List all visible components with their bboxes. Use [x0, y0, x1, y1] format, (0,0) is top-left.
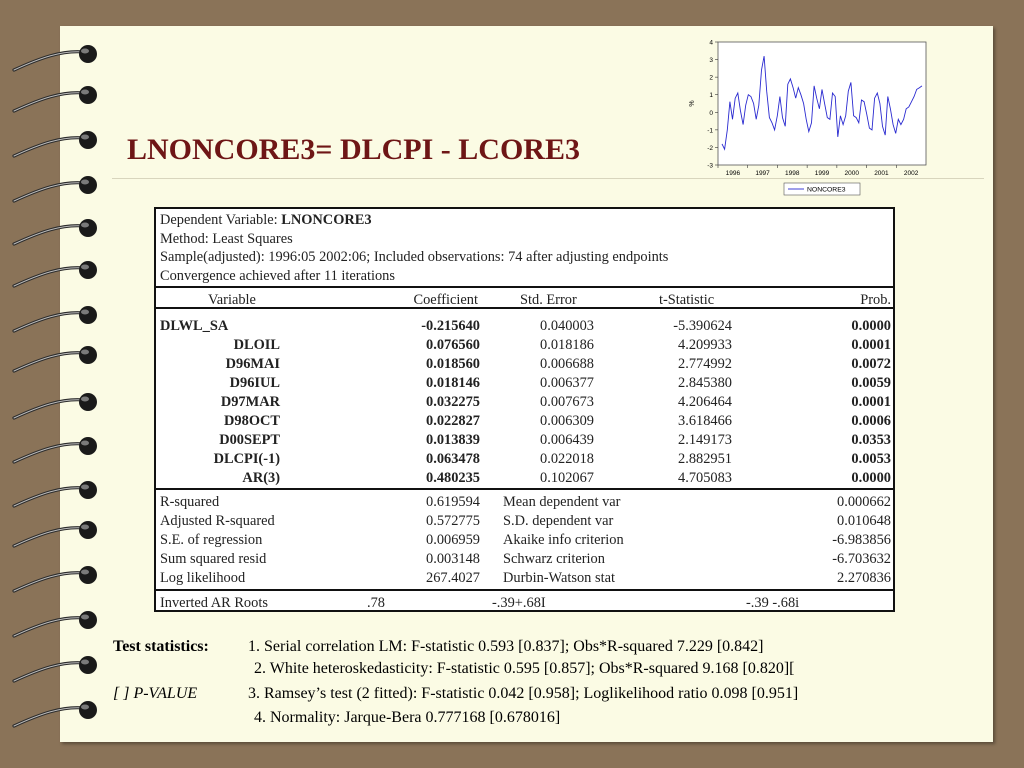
ar-roots-label: Inverted AR Roots — [160, 595, 268, 611]
std-error-value: 0.006377 — [540, 375, 594, 391]
binding-ring — [14, 45, 97, 70]
plot-frame — [718, 42, 926, 165]
std-error-value: 0.018186 — [540, 337, 594, 353]
stat-value: 0.619594 — [426, 494, 480, 510]
stat-label: Schwarz criterion — [503, 551, 605, 567]
stat-label: Akaike info criterion — [503, 532, 624, 548]
y-tick-label: -3 — [707, 162, 713, 170]
t-statistic-value: 4.209933 — [678, 337, 732, 353]
stat-value: 267.4027 — [426, 570, 480, 586]
t-statistic-value: 2.845380 — [678, 375, 732, 391]
variable-name: DLOIL — [233, 337, 280, 353]
binding-ring — [14, 306, 97, 331]
output-header-line: Convergence achieved after 11 iterations — [160, 267, 395, 284]
coefficient-value: 0.076560 — [426, 337, 480, 353]
stat-label: Log likelihood — [160, 570, 246, 586]
coefficient-value: 0.480235 — [426, 470, 480, 486]
binding-ring — [14, 261, 97, 286]
table-rule — [156, 488, 893, 490]
y-tick-label: 3 — [709, 57, 713, 65]
stat-label: Durbin-Watson stat — [503, 570, 615, 586]
y-tick-label: -1 — [707, 127, 713, 135]
test-item: 1. Serial correlation LM: F-statistic 0.593 [0.837]; Obs*R-squared 7.229 [0.842] — [248, 638, 764, 655]
stat-label: Sum squared resid — [160, 551, 267, 567]
coefficient-value: 0.013839 — [426, 432, 480, 448]
noncore3-line-chart — [680, 32, 940, 200]
stat-label: Adjusted R-squared — [160, 513, 275, 529]
coefficient-value: 0.018560 — [426, 356, 480, 372]
t-statistic-value: 4.206464 — [678, 394, 732, 410]
column-header: Variable — [208, 292, 256, 308]
binding-ring — [14, 219, 97, 244]
coefficient-value: 0.022827 — [426, 413, 480, 429]
prob-value: 0.0001 — [851, 394, 891, 410]
variable-name: D96IUL — [229, 375, 280, 391]
spiral-binding — [0, 0, 110, 768]
variable-name: D96MAI — [225, 356, 280, 372]
test-item: 3. Ramsey’s test (2 fitted): F-statistic 0.042 [0.958]; Loglikelihood ratio 0.098 [0.951] — [248, 685, 799, 702]
x-tick-label: 1999 — [814, 170, 830, 177]
test-statistics-label: Test statistics: — [113, 638, 209, 655]
prob-value: 0.0001 — [851, 337, 891, 353]
variable-name: D97MAR — [220, 394, 280, 410]
y-axis-label: % — [689, 100, 696, 107]
prob-value: 0.0353 — [851, 432, 891, 448]
std-error-value: 0.102067 — [540, 470, 594, 486]
y-tick-label: 1 — [709, 92, 713, 100]
prob-value: 0.0000 — [851, 470, 891, 486]
prob-value: 0.0006 — [851, 413, 891, 429]
prob-value: 0.0072 — [851, 356, 891, 372]
y-tick-label: -2 — [707, 144, 713, 152]
variable-name: D98OCT — [224, 413, 280, 429]
binding-ring — [14, 611, 97, 636]
output-header-line: Dependent Variable: LNONCORE3 — [160, 212, 372, 228]
coefficient-value: 0.018146 — [426, 375, 480, 391]
t-statistic-value: -5.390624 — [673, 318, 732, 334]
binding-ring — [14, 481, 97, 506]
binding-ring — [14, 437, 97, 462]
y-tick-label: 4 — [709, 39, 713, 47]
std-error-value: 0.006439 — [540, 432, 594, 448]
output-header — [160, 211, 668, 285]
t-statistic-value: 2.149173 — [678, 432, 732, 448]
binding-ring — [14, 566, 97, 591]
legend-label: NONCORE3 — [807, 186, 846, 194]
std-error-value: 0.022018 — [540, 451, 594, 467]
ar-root-value: -.39+.68I — [492, 595, 546, 611]
prob-value: 0.0059 — [851, 375, 891, 391]
prob-value: 0.0000 — [851, 318, 891, 334]
x-tick-label: 2002 — [903, 170, 919, 177]
coefficient-value: -0.215640 — [421, 318, 480, 334]
stat-label: S.D. dependent var — [503, 513, 614, 529]
t-statistic-value: 4.705083 — [678, 470, 732, 486]
x-tick-label: 2000 — [844, 170, 859, 177]
column-header: Coefficient — [413, 292, 478, 308]
p-value-label: [ ] P-VALUE — [113, 685, 198, 702]
std-error-value: 0.040003 — [540, 318, 594, 334]
output-header-line: Sample(adjusted): 1996:05 2002:06; Included observations: 74 after adjusting endpoints — [160, 249, 669, 265]
stat-value: 2.270836 — [837, 570, 891, 586]
y-tick-label: 0 — [709, 109, 713, 117]
test-item: 2. White heteroskedasticity: F-statistic 0.595 [0.857]; Obs*R-squared 9.168 [0.820][ — [254, 660, 795, 677]
binding-ring — [14, 393, 97, 418]
std-error-value: 0.006309 — [540, 413, 594, 429]
stat-value: 0.000662 — [837, 494, 891, 510]
binding-ring — [14, 176, 97, 201]
x-tick-label: 1998 — [785, 170, 800, 177]
column-header: Prob. — [860, 292, 891, 308]
binding-ring — [14, 86, 97, 111]
binding-ring — [14, 346, 97, 371]
stat-value: 0.003148 — [426, 551, 480, 567]
slide-title: LNONCORE3= DLCPI - LCORE3 — [127, 133, 580, 166]
variable-name: D00SEPT — [219, 432, 280, 448]
coefficient-value: 0.063478 — [426, 451, 480, 467]
stat-label: R-squared — [160, 494, 220, 510]
x-tick-label: 1997 — [755, 170, 770, 177]
x-tick-label: 2001 — [874, 170, 889, 177]
coefficient-value: 0.032275 — [426, 394, 480, 410]
variable-name: AR(3) — [242, 470, 280, 486]
test-item: 4. Normality: Jarque-Bera 0.777168 [0.678016] — [254, 709, 561, 726]
stat-label: Mean dependent var — [503, 494, 621, 510]
binding-ring — [14, 131, 97, 156]
output-header-line: Method: Least Squares — [160, 230, 293, 247]
stat-value: 0.572775 — [426, 513, 480, 529]
std-error-value: 0.006688 — [540, 356, 594, 372]
binding-ring — [14, 656, 97, 681]
stat-value: 0.006959 — [426, 532, 480, 548]
stat-value: -6.983856 — [832, 532, 891, 548]
t-statistic-value: 2.774992 — [678, 356, 732, 372]
t-statistic-value: 3.618466 — [678, 413, 732, 429]
t-statistic-value: 2.882951 — [678, 451, 732, 467]
regression-output-table — [154, 207, 895, 612]
variable-name: DLWL_SA — [160, 318, 229, 334]
x-tick-label: 1996 — [725, 170, 741, 177]
stat-label: S.E. of regression — [160, 532, 263, 548]
ar-root-value: .78 — [367, 595, 385, 611]
y-tick-label: 2 — [709, 74, 713, 82]
table-rule — [156, 589, 893, 591]
ar-root-value: -.39 -.68i — [746, 595, 800, 611]
binding-ring — [14, 701, 97, 726]
variable-name: DLCPI(-1) — [213, 451, 280, 467]
table-rule — [156, 286, 893, 288]
stat-value: 0.010648 — [837, 513, 891, 529]
column-header: Std. Error — [520, 292, 577, 308]
column-header: t-Statistic — [659, 292, 715, 308]
prob-value: 0.0053 — [851, 451, 891, 467]
stat-value: -6.703632 — [832, 551, 891, 567]
std-error-value: 0.007673 — [540, 394, 594, 410]
binding-ring — [14, 521, 97, 546]
